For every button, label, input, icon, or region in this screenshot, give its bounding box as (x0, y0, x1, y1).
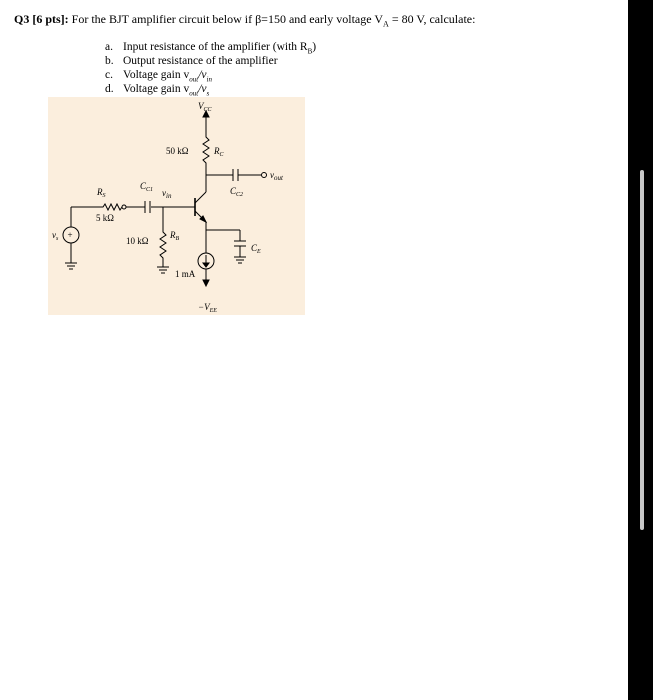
rc-value-label: 50 kΩ (166, 146, 189, 156)
rb-label: $R_B$ (170, 230, 180, 242)
part-subscript: B (307, 47, 313, 56)
part-text: Input resistance of the amplifier (with R (123, 41, 308, 53)
question-text: For the BJT amplifier circuit below if β=150 and early voltage V (71, 12, 384, 26)
rs-value-label: 5 kΩ (96, 213, 114, 223)
part-label: b. (105, 55, 114, 67)
rb-value-label: 10 kΩ (126, 236, 149, 246)
question-heading (14, 12, 614, 28)
transistor-collector-lead (195, 192, 206, 203)
part-label: d. (105, 83, 114, 95)
scrollbar[interactable] (640, 170, 644, 530)
vin-label: $v_{in}$ (162, 188, 172, 200)
part-d (105, 82, 316, 96)
cc2-label: $C_{C2}$ (230, 186, 244, 198)
part-c (105, 68, 316, 82)
part-text-end: /v (198, 69, 207, 81)
circuit-schematic (48, 97, 305, 315)
part-b (105, 54, 316, 68)
part-text: Voltage gain v (123, 83, 190, 95)
current-arrow-icon (203, 263, 209, 267)
vee-arrow-icon (203, 280, 209, 286)
part-subscript: out (189, 75, 199, 84)
va-subscript: A (383, 19, 389, 29)
part-text-end: /v (198, 83, 207, 95)
question-parts-list (105, 40, 316, 96)
current-source-value-label: 1 mA (175, 269, 196, 279)
part-subscript: out (189, 89, 199, 98)
question-number: Q3 [6 pts]: (14, 12, 69, 26)
vee-label: $-V_{EE}$ (198, 302, 217, 314)
source-plus-sign: + (67, 230, 73, 240)
part-a (105, 40, 316, 54)
rc-resistor-symbol (203, 127, 209, 175)
input-terminal-icon (122, 205, 126, 209)
part-subscript-2: in (206, 75, 212, 84)
ce-label: $C_E$ (251, 243, 261, 255)
part-label: a. (105, 41, 113, 53)
question-text-end: = 80 V, calculate: (388, 12, 476, 26)
part-subscript-2: s (206, 89, 210, 98)
vs-label: $v_s$ (52, 230, 59, 242)
part-text: Output resistance of the amplifier (123, 55, 278, 67)
bjt-amplifier-circuit-diagram (48, 97, 305, 315)
vcc-label: $V_{CC}$ (198, 101, 212, 113)
part-label: c. (105, 69, 113, 81)
vout-terminal-icon (262, 173, 267, 178)
rb-resistor-symbol (160, 227, 166, 267)
cc1-label: $C_{C1}$ (140, 181, 154, 193)
rc-label: $R_C$ (214, 146, 224, 158)
rs-resistor-symbol (98, 204, 122, 210)
vout-label: $v_{out}$ (270, 170, 283, 182)
part-text-end: ) (312, 41, 317, 53)
rs-label: $R_S$ (97, 187, 106, 199)
part-text: Voltage gain v (123, 69, 190, 81)
